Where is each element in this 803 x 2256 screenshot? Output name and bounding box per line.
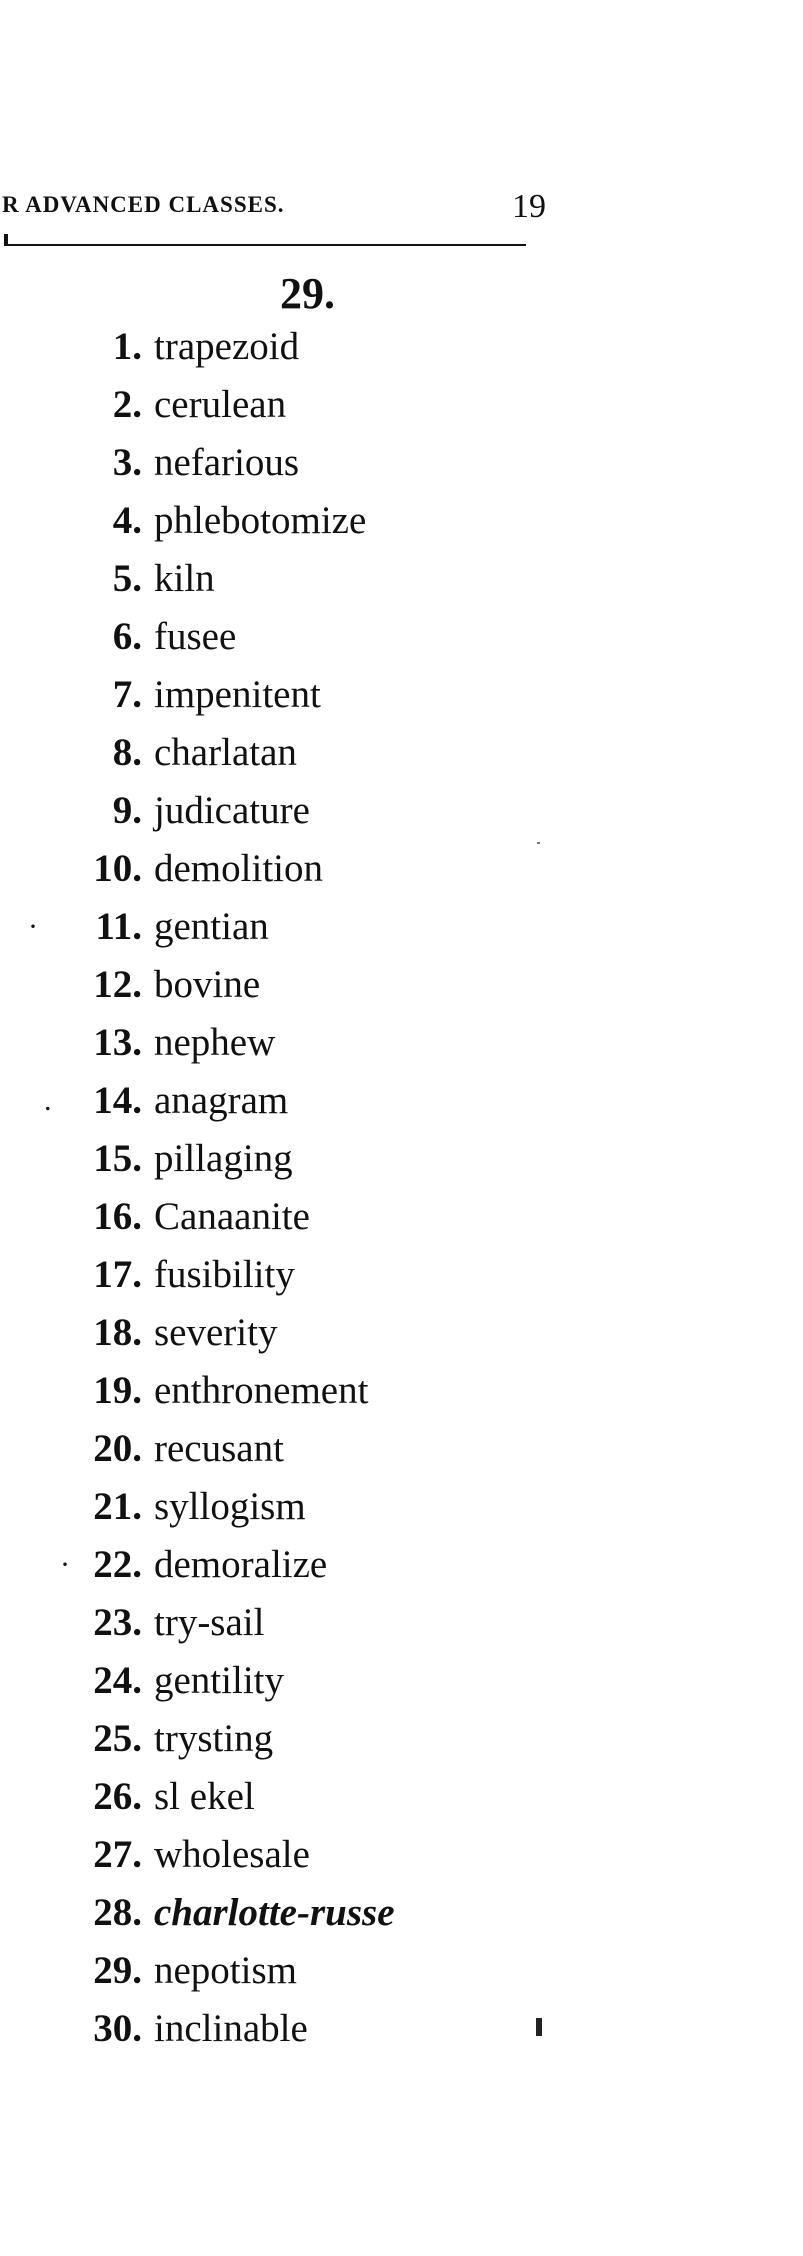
list-item <box>0 2000 560 2058</box>
stray-dot: . <box>44 1084 52 1117</box>
entry-word: cerulean <box>154 383 287 426</box>
entry-number: 9. <box>112 789 142 832</box>
entry-word: nefarious <box>154 441 300 484</box>
list-item <box>0 782 560 840</box>
entry-number: 5. <box>112 557 142 600</box>
list-item <box>0 898 560 956</box>
entry-word: phlebotomize <box>154 499 367 542</box>
entry-number: 28. <box>93 1891 142 1934</box>
list-item <box>0 1710 560 1768</box>
entry-word: charlotte-russe <box>154 1891 395 1934</box>
entry-word: recusant <box>154 1427 284 1470</box>
entry-number: 7. <box>112 673 142 716</box>
list-item <box>0 1884 560 1942</box>
entry-word: kiln <box>154 557 215 600</box>
header-rule <box>4 244 526 246</box>
entry-word: syllogism <box>154 1485 306 1528</box>
entry-word: Canaanite <box>154 1195 310 1238</box>
entry-number: 17. <box>93 1253 142 1296</box>
entry-word: fusee <box>154 615 237 658</box>
entry-number: 18. <box>93 1311 142 1354</box>
entry-number: 29. <box>93 1949 142 1992</box>
entry-number: 22. <box>93 1543 142 1586</box>
word-list <box>0 318 560 2058</box>
list-item <box>0 840 560 898</box>
entry-word: gentility <box>154 1659 284 1702</box>
list-item <box>0 1246 560 1304</box>
entry-number: 19. <box>93 1369 142 1412</box>
entry-word: charlatan <box>154 731 297 774</box>
entry-number: 20. <box>93 1427 142 1470</box>
list-item <box>0 492 560 550</box>
entry-number: 11. <box>95 905 142 948</box>
list-item <box>0 1652 560 1710</box>
list-item <box>0 550 560 608</box>
list-item <box>0 608 560 666</box>
list-item <box>0 1014 560 1072</box>
entry-word: enthronement <box>154 1369 369 1412</box>
entry-word: anagram <box>154 1079 289 1122</box>
list-item <box>0 1536 560 1594</box>
list-item <box>0 1304 560 1362</box>
entry-word: nephew <box>154 1021 276 1064</box>
list-item <box>0 1072 560 1130</box>
list-item <box>0 1594 560 1652</box>
entry-word: impenitent <box>154 673 321 716</box>
entry-word: demolition <box>154 847 323 890</box>
stray-dot: · <box>28 910 38 943</box>
entry-number: 24. <box>93 1659 142 1702</box>
entry-number: 2. <box>112 383 142 426</box>
entry-number: 1. <box>112 325 142 368</box>
list-item <box>0 724 560 782</box>
section-number: 29. <box>280 269 335 318</box>
entry-word: trapezoid <box>154 325 300 368</box>
page-number: 19 <box>512 188 546 225</box>
entry-number: 13. <box>93 1021 142 1064</box>
entry-number: 14. <box>93 1079 142 1122</box>
entry-word: try-sail <box>154 1601 265 1644</box>
list-item <box>0 1188 560 1246</box>
entry-word: gentian <box>154 905 269 948</box>
list-item <box>0 956 560 1014</box>
list-item <box>0 1826 560 1884</box>
entry-word: inclinable <box>154 2007 308 2050</box>
entry-word: trysting <box>154 1717 274 1760</box>
entry-number: 16. <box>93 1195 142 1238</box>
ink-speck <box>537 842 540 844</box>
list-item <box>0 666 560 724</box>
entry-word: sl ekel <box>154 1775 255 1818</box>
list-item <box>0 1420 560 1478</box>
list-item <box>0 434 560 492</box>
entry-number: 12. <box>93 963 142 1006</box>
entry-number: 3. <box>112 441 142 484</box>
list-item <box>0 1362 560 1420</box>
running-head-title: R ADVANCED CLASSES. <box>2 192 285 217</box>
list-item <box>0 1478 560 1536</box>
entry-number: 26. <box>93 1775 142 1818</box>
list-item <box>0 1768 560 1826</box>
entry-number: 10. <box>93 847 142 890</box>
entry-number: 8. <box>112 731 142 774</box>
entry-number: 6. <box>112 615 142 658</box>
entry-word: nepotism <box>154 1949 297 1992</box>
entry-number: 27. <box>93 1833 142 1876</box>
list-item <box>0 1130 560 1188</box>
running-head <box>0 188 560 228</box>
list-item <box>0 1942 560 2000</box>
ink-mark <box>536 2018 542 2036</box>
entry-number: 30. <box>93 2007 142 2050</box>
entry-number: 4. <box>112 499 142 542</box>
entry-word: severity <box>154 1311 278 1354</box>
entry-number: 21. <box>93 1485 142 1528</box>
list-item <box>0 318 560 376</box>
entry-number: 23. <box>93 1601 142 1644</box>
entry-number: 15. <box>93 1137 142 1180</box>
entry-number: 25. <box>93 1717 142 1760</box>
entry-word: demoralize <box>154 1543 328 1586</box>
stray-dot: · <box>60 1548 70 1581</box>
list-item <box>0 376 560 434</box>
entry-word: wholesale <box>154 1833 310 1876</box>
entry-word: judicature <box>154 789 310 832</box>
entry-word: bovine <box>154 963 261 1006</box>
entry-word: fusibility <box>154 1253 295 1296</box>
entry-word: pillaging <box>154 1137 293 1180</box>
